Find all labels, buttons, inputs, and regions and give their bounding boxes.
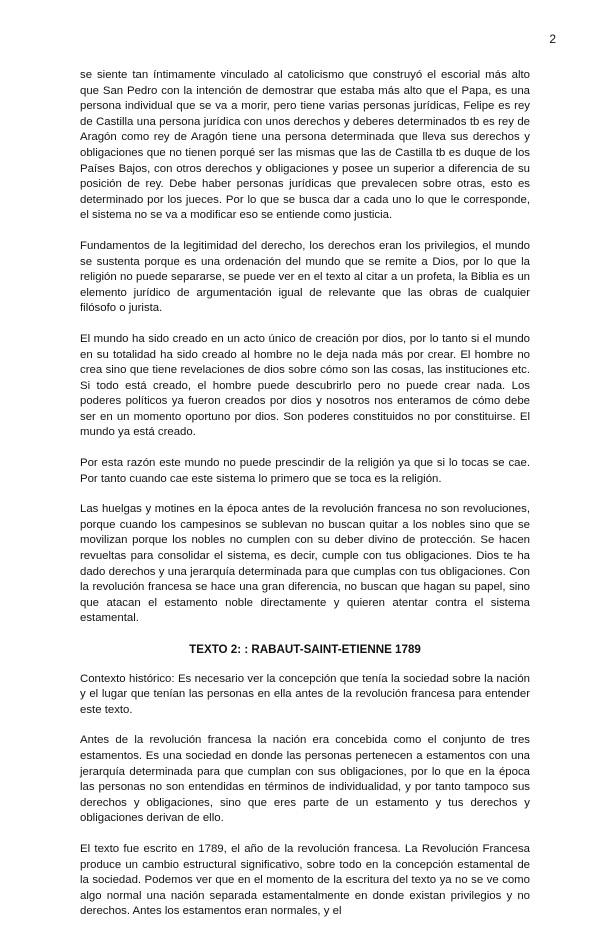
paragraph: El texto fue escrito en 1789, el año de la revolución francesa. La Revolución Francesa produce un cambio estructural significativo, sobre todo en la concepción estamental de la sociedad. Podemos ver que en el momento de la escritura del texto ya no se ve como algo normal una nación separada estamentalmente en donde existan privilegios y no derechos. Antes los estamentos eran normales, y el [80, 842, 530, 918]
paragraph: Las huelgas y motines en la época antes de la revolución francesa no son revoluciones, porque cuando los campesinos se sublevan no buscan quitar a los nobles sino que se movilizan porque los nobles no cumplen con su deber divino de protección. Se hacen revueltas para consolidar el sistema, es decir, cumple con tus obligaciones. Dios te ha dado derechos y una jerarquía determinada para que cumplas con tus obligaciones. Con la revolución francesa se hace una gran diferencia, no buscan que hagan su papel, sino que atacan el estamento noble directamente y quieren atentar contra el sistema estamental. [80, 503, 530, 625]
paragraph: El mundo ha sido creado en un acto único de creación por dios, por lo tanto si el mundo en su totalidad ha sido creado al hombre no le deja nada más por crear. El hombre no crea sino que tiene revelaciones de dios sobre cómo son las cosas, las instituciones etc. Si todo está creado, el hombre puede descubrirlo pero no puede crear nada. Los poderes políticos ya fueron creados por dios y nosotros nos enteramos de cómo debe ser en un momento oportuno por dios. Son poderes constituidos no por constituirse. El mundo ya está creado. [80, 332, 530, 439]
paragraph: Contexto histórico: Es necesario ver la concepción que tenía la sociedad sobre la nación y el lugar que tenían las personas en ella antes de la revolución francesa para entender este texto. [80, 672, 530, 716]
paragraph: Por esta razón este mundo no puede prescindir de la religión ya que si lo tocas se cae. Por tanto cuando cae este sistema lo primero que se toca es la religión. [80, 457, 530, 485]
paragraph: Antes de la revolución francesa la nación era concebida como el conjunto de tres estamentos. Es una sociedad en donde las personas pertenecen a estamentos con una jerarquía determinada para que cumplan con sus obligaciones, por lo que en la época las personas no son entendidas en términos de individualidad, y por tanto tampoco sus derechos y obligaciones, sino que eres parte de un estamento y tus derechos y obligaciones derivan de ello. [80, 734, 530, 825]
section-heading: TEXTO 2: : RABAUT-SAINT-ETIENNE 1789 [189, 643, 421, 656]
paragraph: Fundamentos de la legitimidad del derecho, los derechos eran los privilegios, el mundo se sustenta porque es una ordenación del mundo que se remite a Dios, por lo que la religión no puede separarse, se puede ver en el texto al citar a un profeta, la Biblia es un elemento jurídico de argumentación igual de relevante que las obras de cualquier filósofo o jurista. [80, 239, 530, 315]
page-number: 2 [549, 32, 556, 46]
paragraph: se siente tan íntimamente vinculado al catolicismo que construyó el escorial más alto que San Pedro con la intención de demostrar que estaba más alto que el Papa, es una persona individual que se va a morir, pero tiene varias personas jurídicas, Felipe es rey de Castilla una persona jurídica con unos derechos y deberes determinados tb es rey de Aragón como rey de Aragón tiene una persona determinada que lleva sus derechos y obligaciones que no tienen porqué ser las mismas que las de Castilla tb es duque de los Países Bajos, con otros derechos y obligaciones y posee un superior a diferencia de su posición de rey. Debe haber personas jurídicas que prevalecen sobre otras, esto es determinado por los jueces. Por lo que se busca dar a cada uno lo que le corresponde, el sistema no se va a modificar eso se entiende como justicia. [80, 69, 530, 222]
document-body [80, 68, 530, 935]
